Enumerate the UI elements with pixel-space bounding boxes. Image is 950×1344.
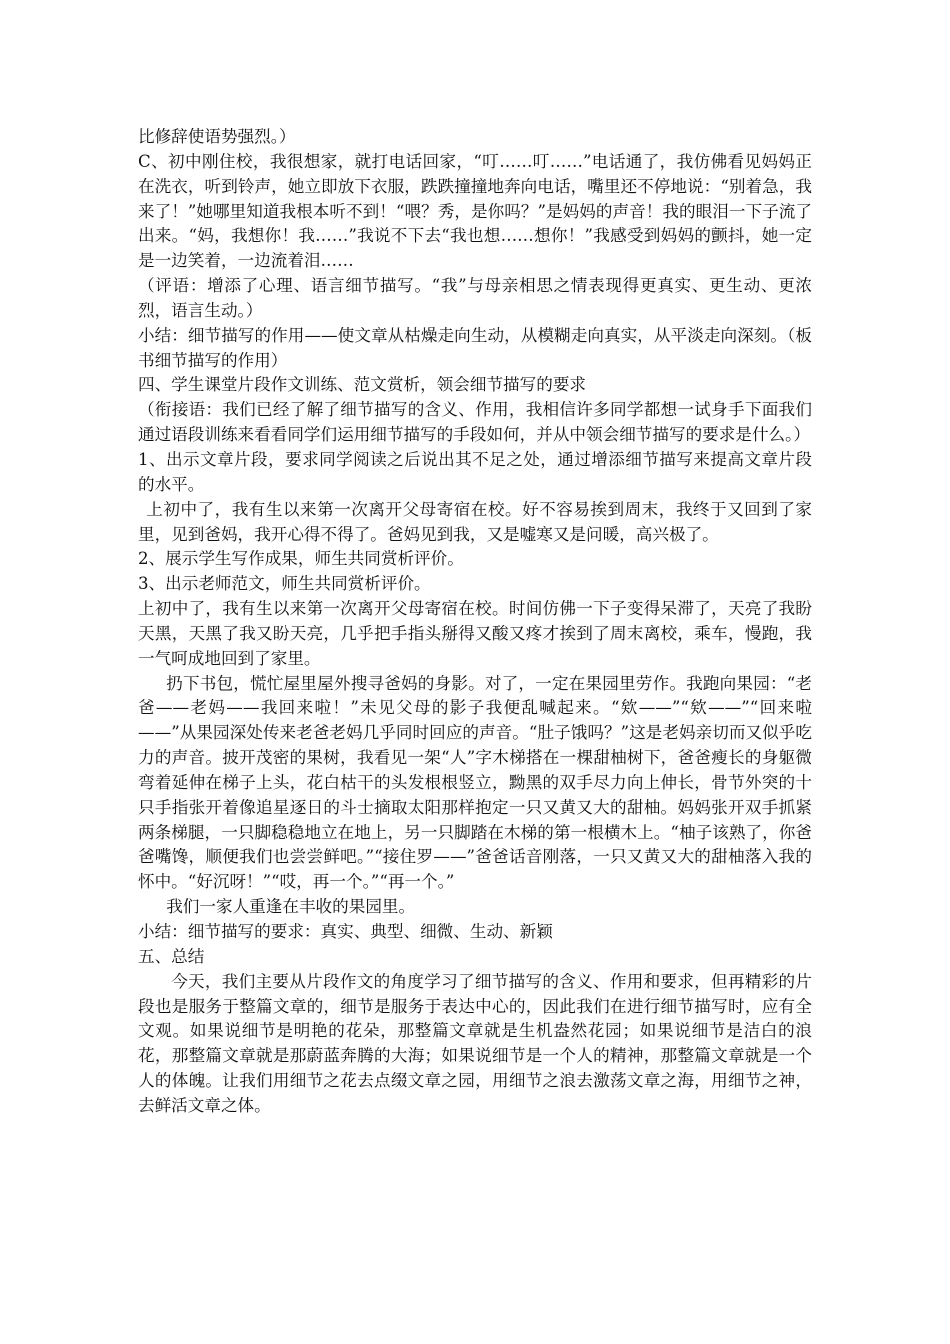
paragraph-continuation: 比修辞使语势强烈。） <box>138 127 296 146</box>
paragraph-conclusion: 今天，我们主要从片段作文的角度学习了细节描写的含义、作用和要求，但再精彩的片段也是服务于整篇文章的，细节是服务于表达中心的，因此我们在进行细节描写时，应有全文观。如果说细节是明艳的花朵，那整篇文章就是生机盎然花园；如果说细节是洁白的浪花，那整篇文章就是那蔚蓝奔腾的大海；如果说细节是一个人的精神，那整篇文章就是一个人的体魄。让我们用细节之花去点缀文章之园，用细节之浪去激荡文章之海，用细节之神，去鲜活文章之体。 <box>138 971 812 1115</box>
paragraph-transition: （衔接语：我们已经了解了细节描写的含义、作用，我相信许多同学都想一试身手下面我们通过语段训练来看看同学们运用细节描写的手段如何，并从中领会细节描写的要求是什么。） <box>138 400 812 445</box>
paragraph-model-essay-body: 扔下书包，慌忙屋里屋外搜寻爸妈的身影。对了，一定在果园里劳作。我跑向果园：“老爸——老妈——我回来啦！”未见父母的影子我便乱喊起来。“欸——”“欸——”“回来啦——”从果园深处传来老爸老妈几乎同时回应的声音。“肚子饿吗？”这是老妈亲切而又似乎吃力的声音。披开茂密的果树，我看见一架“人”字木梯搭在一棵甜柚树下，爸爸瘦长的身躯微弯着延伸在梯子上头，花白枯干的头发根根竖立，黝黑的双手尽力向上伸长，骨节外突的十只手指张开着像追星逐日的斗士摘取太阳那样抱定一只又黄又大的甜柚。妈妈张开双手抓紧两条梯腿，一只脚稳稳地立在地上，另一只脚踏在木梯的第一根横木上。“柚子该熟了，你爸爸嘴馋，顺便我们也尝尝鲜吧。”“接住罗——”爸爸话音刚落，一只又黄又大的甜柚落入我的怀中。“好沉呀！”“哎，再一个。”“再一个。” <box>138 673 812 892</box>
list-item-one: 1、出示文章片段，要求同学阅读之后说出其不足之处，通过增添细节描写来提高文章片段的水平。 <box>138 449 812 494</box>
paragraph-sample-passage: 上初中了，我有生以来第一次离开父母寄宿在校。好不容易挨到周末，我终于又回到了家里，见到爸妈，我开心得不得了。爸妈见到我，又是嘘寒又是问暖，高兴极了。 <box>138 499 812 544</box>
paragraph-summary-function: 小结：细节描写的作用——使文章从枯燥走向生动，从模糊走向真实，从平淡走向深刻。（板书细节描写的作用） <box>138 325 812 370</box>
document-page <box>138 125 812 1119</box>
paragraph-model-essay-intro: 上初中了，我有生以来第一次离开父母寄宿在校。时间仿佛一下子变得呆滞了，天亮了我盼天黑，天黑了我又盼天亮，几乎把手指头掰得又酸又疼才挨到了周末离校，乘车，慢跑，我一气呵成地回到了家里。 <box>138 599 812 668</box>
list-item-two: 2、展示学生写作成果，师生共同赏析评价。 <box>138 549 464 569</box>
section-heading-four: 四、学生课堂片段作文训练、范文赏析，领会细节描写的要求 <box>138 375 587 395</box>
paragraph-model-essay-end: 我们一家人重逢在丰收的果园里。 <box>166 897 416 917</box>
paragraph-summary-requirements: 小结：细节描写的要求：真实、典型、细微、生动、新颖 <box>138 922 553 941</box>
section-heading-five: 五、总结 <box>138 946 205 966</box>
list-item-three: 3、出示老师范文，师生共同赏析评价。 <box>138 574 431 594</box>
paragraph-comment: （评语：增添了心理、语言细节描写。“我”与母亲相思之情表现得更真实、更生动、更浓烈，语言生动。） <box>138 276 812 320</box>
paragraph-example-c: C、初中刚住校，我很想家，就打电话回家，“叮……叮……”电话通了，我仿佛看见妈妈正在洗衣，听到铃声，她立即放下衣服，跌跌撞撞地奔向电话，嘴里还不停地说：“别着急，我来了！”她哪里知道我根本听不到！“喂？秀，是你吗？”是妈妈的声音！我的眼泪一下子流了出来。“妈，我想你！我……”我说不下去“我也想……想你！”我感受到妈妈的颤抖，她一定是一边笑着，一边流着泪…… <box>138 151 812 271</box>
